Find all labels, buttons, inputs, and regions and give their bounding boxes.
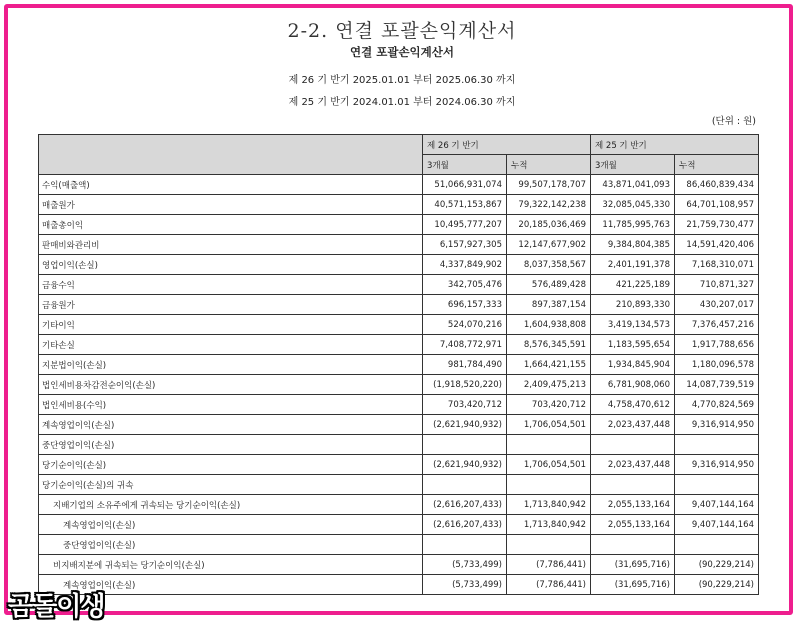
current-cum-value: 703,420,712 bbox=[507, 395, 591, 415]
current-cum-value: 2,409,475,213 bbox=[507, 375, 591, 395]
prior-3m-value: (31,695,716) bbox=[591, 575, 675, 595]
current-3m-value: (2,621,940,932) bbox=[423, 455, 507, 475]
row-label: 당기순이익(손실) bbox=[39, 455, 423, 475]
current-3m-value: 40,571,153,867 bbox=[423, 195, 507, 215]
table-row bbox=[39, 355, 759, 375]
row-label: 당기순이익(손실)의 귀속 bbox=[39, 475, 423, 495]
row-label: 법인세비용(수익) bbox=[39, 395, 423, 415]
table-row bbox=[39, 535, 759, 555]
header-row-period bbox=[39, 135, 759, 155]
current-3m-value: 4,337,849,902 bbox=[423, 255, 507, 275]
row-label: 계속영업이익(손실) bbox=[39, 415, 423, 435]
table-row bbox=[39, 495, 759, 515]
row-label: 수익(매출액) bbox=[39, 175, 423, 195]
table-row bbox=[39, 475, 759, 495]
current-cum-value: 8,576,345,591 bbox=[507, 335, 591, 355]
prior-3m-value: 2,055,133,164 bbox=[591, 515, 675, 535]
prior-cum-value: 9,407,144,164 bbox=[675, 515, 759, 535]
prior-cum-value bbox=[675, 535, 759, 555]
current-cum-value: 1,706,054,501 bbox=[507, 455, 591, 475]
table-row bbox=[39, 255, 759, 275]
prior-cum-value: 1,917,788,656 bbox=[675, 335, 759, 355]
current-3m-value: (2,616,207,433) bbox=[423, 495, 507, 515]
current-cum-value bbox=[507, 475, 591, 495]
prior-3m-value: (31,695,716) bbox=[591, 555, 675, 575]
prior-cum-value: 9,316,914,950 bbox=[675, 415, 759, 435]
row-label: 영업이익(손실) bbox=[39, 255, 423, 275]
row-label: 판매비와관리비 bbox=[39, 235, 423, 255]
table-row bbox=[39, 335, 759, 355]
prior-3m-value: 2,023,437,448 bbox=[591, 455, 675, 475]
current-cum-value: (7,786,441) bbox=[507, 555, 591, 575]
row-label: 중단영업이익(손실) bbox=[39, 435, 423, 455]
table-row bbox=[39, 235, 759, 255]
prior-3m-value: 6,781,908,060 bbox=[591, 375, 675, 395]
prior-3m-value: 210,893,330 bbox=[591, 295, 675, 315]
prior-cum-value: 430,207,017 bbox=[675, 295, 759, 315]
table-row bbox=[39, 275, 759, 295]
prior-cum-value: 86,460,839,434 bbox=[675, 175, 759, 195]
header-current-period: 제 26 기 반기 bbox=[423, 135, 591, 155]
prior-3m-value: 2,401,191,378 bbox=[591, 255, 675, 275]
table-row bbox=[39, 375, 759, 395]
current-3m-value: 7,408,772,971 bbox=[423, 335, 507, 355]
current-3m-value: 703,420,712 bbox=[423, 395, 507, 415]
prior-cum-value: 21,759,730,477 bbox=[675, 215, 759, 235]
current-3m-value: 981,784,490 bbox=[423, 355, 507, 375]
row-label: 중단영업이익(손실) bbox=[39, 535, 423, 555]
current-3m-value: 342,705,476 bbox=[423, 275, 507, 295]
header-prior-period: 제 25 기 반기 bbox=[591, 135, 759, 155]
current-3m-value: (5,733,499) bbox=[423, 575, 507, 595]
prior-3m-value: 2,055,133,164 bbox=[591, 495, 675, 515]
row-label: 기타손실 bbox=[39, 335, 423, 355]
current-3m-value: (2,616,207,433) bbox=[423, 515, 507, 535]
prior-3m-value: 3,419,134,573 bbox=[591, 315, 675, 335]
current-cum-value: 20,185,036,469 bbox=[507, 215, 591, 235]
statement-subtitle: 연결 포괄손익계산서 bbox=[350, 45, 454, 59]
watermark-text: 곰돌이생 bbox=[8, 592, 105, 622]
prior-cum-value bbox=[675, 475, 759, 495]
current-3m-value: (2,621,940,932) bbox=[423, 415, 507, 435]
current-cum-value bbox=[507, 535, 591, 555]
row-label: 계속영업이익(손실) bbox=[39, 515, 423, 535]
period-prior: 제 25 기 반기 2024.01.01 부터 2024.06.30 까지 bbox=[288, 97, 516, 108]
row-label: 지배기업의 소유주에게 귀속되는 당기순이익(손실) bbox=[39, 495, 423, 515]
prior-cum-value: 1,180,096,578 bbox=[675, 355, 759, 375]
prior-cum-value: 7,376,457,216 bbox=[675, 315, 759, 335]
prior-cum-value: 14,591,420,406 bbox=[675, 235, 759, 255]
current-cum-value: 1,706,054,501 bbox=[507, 415, 591, 435]
current-3m-value: 10,495,777,207 bbox=[423, 215, 507, 235]
current-cum-value: 1,604,938,808 bbox=[507, 315, 591, 335]
header-prior-3m: 3개월 bbox=[591, 155, 675, 175]
row-label: 비지배지분에 귀속되는 당기순이익(손실) bbox=[39, 555, 423, 575]
table-row bbox=[39, 315, 759, 335]
row-label: 매출원가 bbox=[39, 195, 423, 215]
prior-cum-value: 4,770,824,569 bbox=[675, 395, 759, 415]
prior-cum-value: 9,316,914,950 bbox=[675, 455, 759, 475]
prior-cum-value: (90,229,214) bbox=[675, 555, 759, 575]
unit-label: (단위 : 원) bbox=[711, 116, 756, 127]
prior-cum-value: (90,229,214) bbox=[675, 575, 759, 595]
prior-cum-value: 14,087,739,519 bbox=[675, 375, 759, 395]
row-label: 기타이익 bbox=[39, 315, 423, 335]
table-row bbox=[39, 175, 759, 195]
current-cum-value: 1,664,421,155 bbox=[507, 355, 591, 375]
table-row bbox=[39, 435, 759, 455]
current-3m-value: 696,157,333 bbox=[423, 295, 507, 315]
current-3m-value bbox=[423, 435, 507, 455]
prior-3m-value: 9,384,804,385 bbox=[591, 235, 675, 255]
table-row bbox=[39, 515, 759, 535]
current-cum-value: 99,507,178,707 bbox=[507, 175, 591, 195]
current-cum-value: 12,147,677,902 bbox=[507, 235, 591, 255]
table-row bbox=[39, 415, 759, 435]
prior-3m-value: 43,871,041,093 bbox=[591, 175, 675, 195]
table-row bbox=[39, 195, 759, 215]
table-row bbox=[39, 215, 759, 235]
current-3m-value bbox=[423, 535, 507, 555]
row-label: 금융수익 bbox=[39, 275, 423, 295]
prior-3m-value: 2,023,437,448 bbox=[591, 415, 675, 435]
header-current-cum: 누적 bbox=[507, 155, 591, 175]
current-cum-value: 79,322,142,238 bbox=[507, 195, 591, 215]
header-blank-cell bbox=[39, 135, 423, 175]
prior-cum-value: 710,871,327 bbox=[675, 275, 759, 295]
prior-3m-value: 32,085,045,330 bbox=[591, 195, 675, 215]
prior-cum-value: 64,701,108,957 bbox=[675, 195, 759, 215]
prior-3m-value bbox=[591, 475, 675, 495]
prior-cum-value: 9,407,144,164 bbox=[675, 495, 759, 515]
prior-3m-value: 1,183,595,654 bbox=[591, 335, 675, 355]
page-title: 2-2. 연결 포괄손익계산서 bbox=[287, 20, 517, 42]
prior-3m-value: 4,758,470,612 bbox=[591, 395, 675, 415]
header-current-3m: 3개월 bbox=[423, 155, 507, 175]
current-cum-value: 576,489,428 bbox=[507, 275, 591, 295]
current-cum-value bbox=[507, 435, 591, 455]
current-cum-value: 1,713,840,942 bbox=[507, 495, 591, 515]
current-3m-value: 524,070,216 bbox=[423, 315, 507, 335]
row-label: 법인세비용차감전순이익(손실) bbox=[39, 375, 423, 395]
row-label: 지분법이익(손실) bbox=[39, 355, 423, 375]
prior-3m-value bbox=[591, 535, 675, 555]
current-3m-value: (5,733,499) bbox=[423, 555, 507, 575]
prior-cum-value: 7,168,310,071 bbox=[675, 255, 759, 275]
prior-3m-value: 11,785,995,763 bbox=[591, 215, 675, 235]
current-cum-value: 897,387,154 bbox=[507, 295, 591, 315]
table-row bbox=[39, 455, 759, 475]
prior-3m-value: 421,225,189 bbox=[591, 275, 675, 295]
income-statement-table bbox=[38, 134, 759, 595]
prior-3m-value: 1,934,845,904 bbox=[591, 355, 675, 375]
table-row bbox=[39, 295, 759, 315]
current-3m-value: (1,918,520,220) bbox=[423, 375, 507, 395]
row-label: 계속영업이익(손실) bbox=[39, 575, 423, 595]
prior-cum-value bbox=[675, 435, 759, 455]
prior-3m-value bbox=[591, 435, 675, 455]
row-label: 매출총이익 bbox=[39, 215, 423, 235]
current-cum-value: 1,713,840,942 bbox=[507, 515, 591, 535]
table-row bbox=[39, 555, 759, 575]
header-prior-cum: 누적 bbox=[675, 155, 759, 175]
current-3m-value: 51,066,931,074 bbox=[423, 175, 507, 195]
row-label: 금융원가 bbox=[39, 295, 423, 315]
current-cum-value: 8,037,358,567 bbox=[507, 255, 591, 275]
period-current: 제 26 기 반기 2025.01.01 부터 2025.06.30 까지 bbox=[288, 75, 516, 86]
current-3m-value: 6,157,927,305 bbox=[423, 235, 507, 255]
table-row bbox=[39, 395, 759, 415]
table-row bbox=[39, 575, 759, 595]
current-cum-value: (7,786,441) bbox=[507, 575, 591, 595]
current-3m-value bbox=[423, 475, 507, 495]
